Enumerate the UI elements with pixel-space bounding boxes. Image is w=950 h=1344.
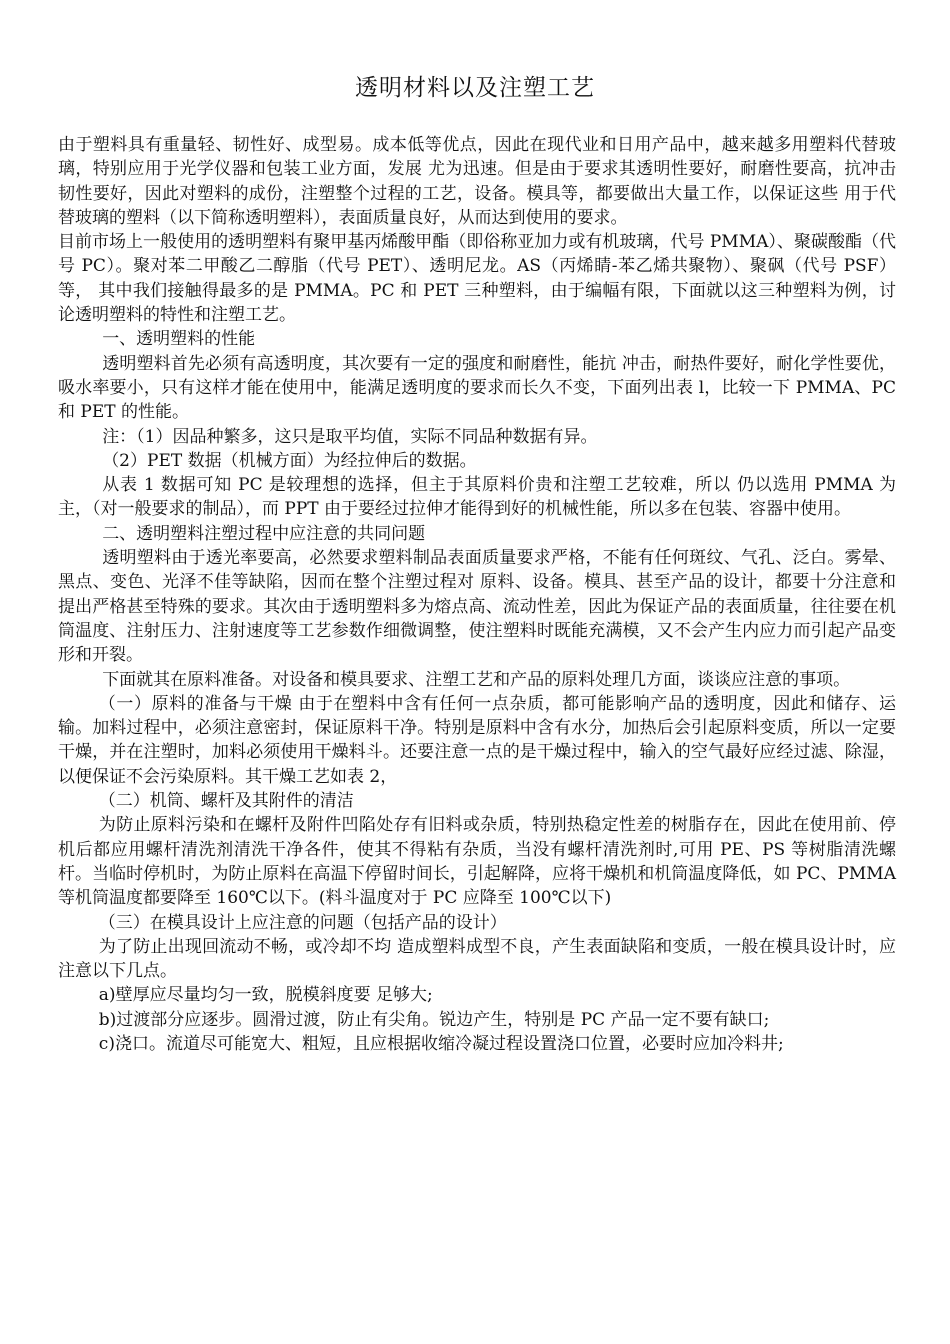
paragraph-properties: 透明塑料首先必须有高透明度，其次要有一定的强度和耐磨性，能抗 冲击，耐热件要好，耐化学性要优，吸水率要小，只有这样才能在使用中，能满足透明度的要求而长久不变，下面列出表 l，比较一下 PMMA、PC 和 PET 的性能。 bbox=[58, 353, 896, 423]
document-body bbox=[58, 133, 896, 1056]
paragraph-material-drying: （一）原料的准备与干燥 由于在塑料中含有任何一点杂质，都可能影响产品的透明度，因此和储存、运输。加料过程中，必须注意密封，保证原料干净。特别是原料中含有水分，加热后会引起原料变质，所以一定要干燥，并在注塑时，加料必须使用干燥料斗。还要注意一点的是干燥过程中，输入的空气最好应经过滤、除湿，以便保证不会污染原料。其干燥工艺如表 2， bbox=[58, 693, 896, 787]
subheading-mold-design: （三）在模具设计上应注意的问题（包括产品的设计） bbox=[98, 912, 507, 933]
paragraph-topics-intro: 下面就其在原料准备。对设备和模具要求、注塑工艺和产品的原料处理几方面，谈谈应注意的事项。 bbox=[102, 669, 851, 690]
paragraph-common-issues: 透明塑料由于透光率要高，必然要求塑料制品表面质量要求严格，不能有任何斑纹、气孔、泛白。雾晕、黑点、变色、光泽不佳等缺陷，因而在整个注塑过程对 原料、设备。模具、甚至产品的设计，都要十分注意和提出严格甚至特殊的要求。其次由于透明塑料多为熔点高、流动性差，因此为保证产品的表面质量，往往要在机筒温度、注射压力、注射速度等工艺参数作细微调整，使注塑料时既能充满模，又不会产生内应力而引起产品变形和开裂。 bbox=[58, 548, 896, 666]
note-2: （2）PET 数据（机械方面）为经拉伸后的数据。 bbox=[102, 450, 477, 471]
list-item-a: a)壁厚应尽量均匀一致，脱模斜度要 足够大; bbox=[98, 985, 433, 1006]
paragraph-intro: 由于塑料具有重量轻、韧性好、成型易。成本低等优点，因此在现代业和日用产品中，越来越多用塑料代替玻璃，特别应用于光学仪器和包装工业方面，发展 尤为迅速。但是由于要求其透明性要好，耐磨性要高，抗冲击韧性要好，因此对塑料的成份，注塑整个过程的工艺，设备。模具等，都要做出大量工作，以保证这些 用于代替玻璃的塑料（以下简称透明塑料），表面质量良好，从而达到使用的要求。 bbox=[58, 135, 896, 228]
note-1: 注：（1）因品种繁多，这只是取平均值，实际不同品种数据有异。 bbox=[102, 426, 598, 447]
paragraph-cleaning: 为防止原料污染和在螺杆及附件凹陷处存有旧料或杂质，特别热稳定性差的树脂存在，因此在使用前、停机后都应用螺杆清洗剂清洗干净各件，使其不得粘有杂质，当没有螺杆清洗剂时,可用 PE、PS 等树脂清洗螺杆。当临时停机时，为防止原料在高温下停留时间长，引起解降，应将干燥机和机筒温度降低，如 PC、PMMA 等机筒温度都要降至 160℃以下。(料斗温度对于 PC 应降至 100℃以下) bbox=[58, 815, 896, 909]
section-heading-2: 二、透明塑料注塑过程中应注意的共同问题 bbox=[102, 523, 426, 544]
paragraph-mold-design: 为了防止出现回流动不畅，或冷却不均 造成塑料成型不良，产生表面缺陷和变质，一般在模具设计时，应注意以下几点。 bbox=[58, 936, 896, 982]
list-item-b: b)过渡部分应逐步。圆滑过渡，防止有尖角。锐边产生，特别是 PC 产品一定不要有缺口; bbox=[98, 1009, 770, 1030]
document-title: 透明材料以及注塑工艺 bbox=[355, 75, 595, 101]
paragraph-table-conclusion: 从表 1 数据可知 PC 是较理想的选择，但主于其原料价贵和注塑工艺较难，所以 仍以选用 PMMA 为主，（对一般要求的制品），而 PPT 由于要经过拉伸才能得到好的机械性能，所以多在包装、容器中使用。 bbox=[58, 475, 896, 520]
section-heading-1: 一、透明塑料的性能 bbox=[102, 329, 256, 350]
list-item-c: c)浇口。流道尽可能宽大、粗短，且应根据收缩冷凝过程设置浇口位置，必要时应加冷料井; bbox=[98, 1033, 784, 1054]
paragraph-market: 目前市场上一般使用的透明塑料有聚甲基丙烯酸甲酯（即俗称亚加力或有机玻璃，代号 PMMA）、聚碳酸酯（代号 PC）。聚对苯二甲酸乙二醇脂（代号 PET）、透明尼龙。AS（丙烯睛-苯乙烯共聚物）、聚砜（代号 PSF）等， 其中我们接触得最多的是 PMMA。PC 和 PET 三种塑料，由于编幅有限，下面就以这三种塑料为例，讨论透明塑料的特性和注塑工艺。 bbox=[58, 232, 896, 326]
subheading-cleaning: （二）机筒、螺杆及其附件的清洁 bbox=[98, 791, 354, 812]
